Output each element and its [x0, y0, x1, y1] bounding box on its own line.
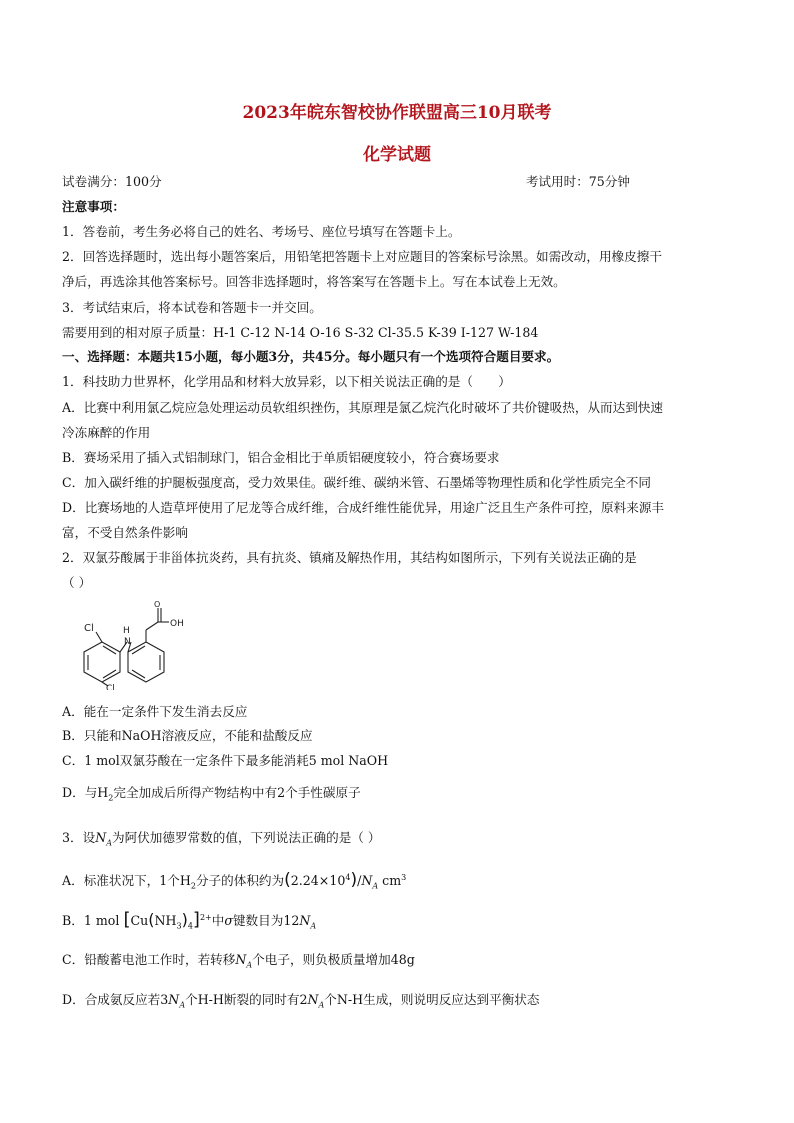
section-1-heading: 一、选择题：本题共15小题，每小题3分，共45分。每小题只有一个选项符合题目要求。 — [62, 349, 560, 364]
notice-item-2b: 净后，再选涂其他答案标号。回答非选择题时，将答案写在答题卡上。写在本试卷上无效。 — [62, 274, 566, 289]
exam-info-line — [62, 170, 742, 194]
q2-option-b: B．只能和NaOH溶液反应，不能和盐酸反应 — [62, 728, 313, 743]
notice-item-3: 3．考试结束后，将本试卷和答题卡一并交回。 — [62, 300, 322, 315]
benzene-ring-right — [128, 642, 164, 682]
h-label: H — [123, 626, 130, 636]
q1-stem: 1．科技助力世界杯，化学用品和材料大放异彩，以下相关说法正确的是（ ） — [62, 374, 511, 389]
q1-option-d-line2: 富，不受自然条件影响 — [62, 525, 188, 540]
q3-stem: 3．设$N_A$为阿伏加德罗常数的值，下列说法正确的是（ ） — [62, 830, 381, 848]
full-score: 试卷满分：100分 — [62, 174, 162, 189]
q2-option-d: D．与$H_2$完全加成后所得产物结构中有2个手性碳原子 — [62, 785, 361, 803]
q1-option-a-line1: A．比赛中利用氯乙烷应急处理运动员软组织挫伤，其原理是氯乙烷汽化时破坏了共价键吸热，从而达到快速 — [62, 400, 664, 415]
h2-formula: $H_2$ — [97, 785, 114, 803]
q2-option-c: C．1 mol双氯芬酸在一定条件下最多能消耗5 mol NaOH — [62, 753, 389, 768]
o-label: O — [154, 600, 161, 609]
q1-option-a-line2: 冷冻麻醉的作用 — [62, 425, 151, 440]
q1-option-b: B．赛场采用了插入式铝制球门，铝合金相比于单质铝硬度较小，符合赛场要求 — [62, 450, 500, 465]
q3-option-a: A．标准状况下，1个$H_2$分子的体积约为$(2.24\times 10^4)/N_A$ $cm^3$ — [62, 870, 407, 891]
notice-item-2a: 2．回答选择题时，选出每小题答案后，用铅笔把答题卡上对应题目的答案标号涂黑。如需改动，用橡皮擦干 — [62, 249, 662, 264]
q2-stem-line1: 2．双氯芬酸属于非甾体抗炎药，具有抗炎、镇痛及解热作用，其结构如图所示，下列有关说法正确的是 — [62, 550, 637, 565]
h2-formula-q3: $H_2$ — [179, 873, 196, 891]
q3-option-b: B．1 mol $[Cu(NH_3)_4]^{2+}$中σ键数目为$12N_A$ — [62, 909, 317, 931]
exam-title: 2023年皖东智校协作联盟高三10月联考 — [242, 103, 552, 123]
q3-option-c: C．铅酸蓄电池工作时，若转移$N_A$个电子，则负极质量增加48g — [62, 952, 415, 970]
n-label: N — [124, 637, 131, 647]
notice-heading: 注意事项： — [62, 199, 125, 214]
cl-label-top: Cl — [84, 623, 94, 634]
subject-title: 化学试题 — [363, 145, 431, 165]
benzene-ring-left — [84, 642, 120, 682]
q3-option-d: D．合成氨反应若$3N_A$个H-H断裂的同时有$2N_A$个N-H生成，则说明反应达到平衡状态 — [62, 992, 540, 1010]
q1-option-d-line1: D．比赛场地的人造草坪使用了尼龙等合成纤维，合成纤维性能优异，用途广泛且生产条件可控，原料来源丰 — [62, 500, 665, 515]
q2-stem-line2: （ ） — [62, 575, 92, 590]
q1-option-c: C．加入碳纤维的护腿板强度高，受力效果佳。碳纤维、碳纳米管、石墨烯等物理性质和化学性质完全不同 — [62, 475, 651, 490]
cl-label-bottom: Cl — [106, 684, 115, 690]
exam-duration: 考试用时：75分钟 — [525, 174, 630, 189]
avogadro-symbol: $N_A$ — [95, 830, 113, 848]
q2-option-a: A．能在一定条件下发生消去反应 — [62, 704, 248, 719]
diclofenac-structure — [74, 600, 204, 690]
oh-label: OH — [170, 619, 184, 629]
atomic-mass-line: 需要用到的相对原子质量：H-1 C-12 N-14 O-16 S-32 Cl-35.5 K-39 I-127 W-184 — [62, 325, 539, 340]
notice-item-1: 1．答卷前，考生务必将自己的姓名、考场号、座位号填写在答题卡上。 — [62, 224, 461, 239]
